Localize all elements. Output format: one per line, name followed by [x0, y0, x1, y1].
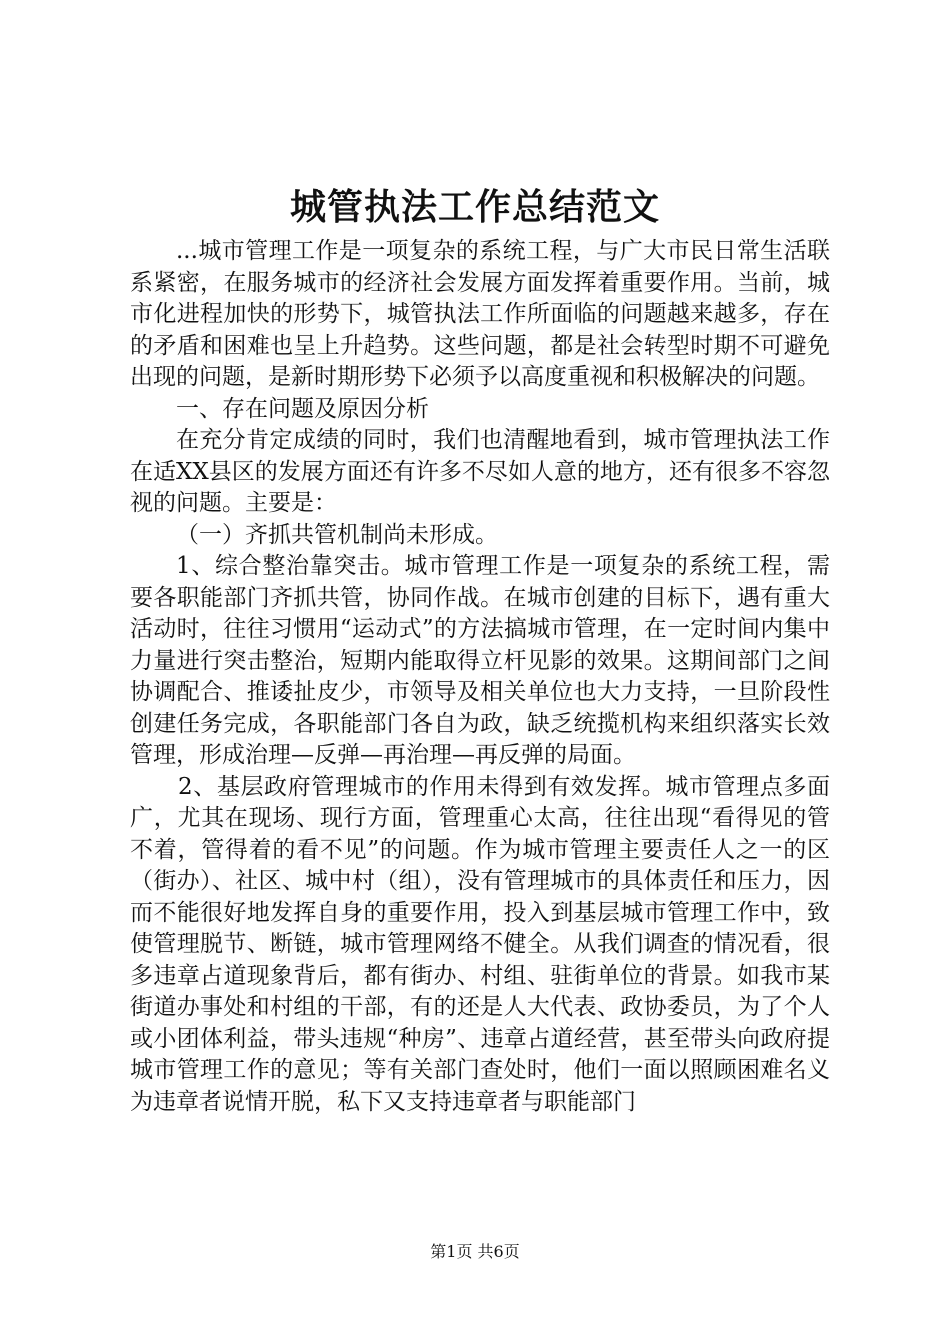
body-paragraph: 1、综合整治靠突击。城市管理工作是一项复杂的系统工程，需要各职能部门齐抓共管，协同作战。在城市创建的目标下，遇有重大活动时，往往习惯用“运动式”的方法搞城市管理，在一定时间内集中力量进行突击整治，短期内能取得立杆见影的效果。这期间部门之间协调配合、推诿扯皮少，市领导及相关单位也大力支持，一旦阶段性创建任务完成，各职能部门各自为政，缺乏统揽机构来组织落实长效管理，形成治理—反弹—再治理—再反弹的局面。 [130, 553, 830, 768]
section-heading: 一、存在问题及原因分析 [176, 395, 429, 422]
body-paragraph: 在充分肯定成绩的同时，我们也清醒地看到，城市管理执法工作在适XX县区的发展方面还有许多不尽如人意的地方，还有很多不容忽视的问题。主要是： [130, 427, 830, 516]
document-title: 城管执法工作总结范文 [289, 186, 660, 228]
subsection-heading: （一）齐抓共管机制尚未形成。 [176, 521, 498, 548]
body-paragraph: 2、基层政府管理城市的作用未得到有效发挥。城市管理点多面广，尤其在现场、现行方面，管理重心太高，往往出现“看得见的管不着，管得着的看不见”的问题。作为城市管理主要责任人之一的区（街办）、社区、城中村（组），没有管理城市的具体责任和压力，因而不能很好地发挥自身的重要作用，投入到基层城市管理工作中，致使管理脱节、断链，城市管理网络不健全。从我们调查的情况看，很多违章占道现象背后，都有街办、村组、驻街单位的背景。如我市某街道办事处和村组的干部，有的还是人大代表、政协委员，为了个人或小团体利益，带头违规“种房”、违章占道经营，甚至带头向政府提城市管理工作的意见；等有关部门查处时，他们一面以照顾困难名义为违章者说情开脱，私下又支持违章者与职能部门 [130, 773, 830, 1115]
intro-paragraph: ...城市管理工作是一项复杂的系统工程，与广大市民日常生活联系紧密，在服务城市的经济社会发展方面发挥着重要作用。当前，城市化进程加快的形势下，城管执法工作所面临的问题越来越多，存在的矛盾和困难也呈上升趋势。这些问题，都是社会转型时期不可避免出现的问题，是新时期形势下必须予以高度重视和积极解决的问题。 [130, 238, 830, 390]
document-body [130, 236, 830, 1118]
page-number: 第1页 共6页 [430, 1242, 520, 1261]
